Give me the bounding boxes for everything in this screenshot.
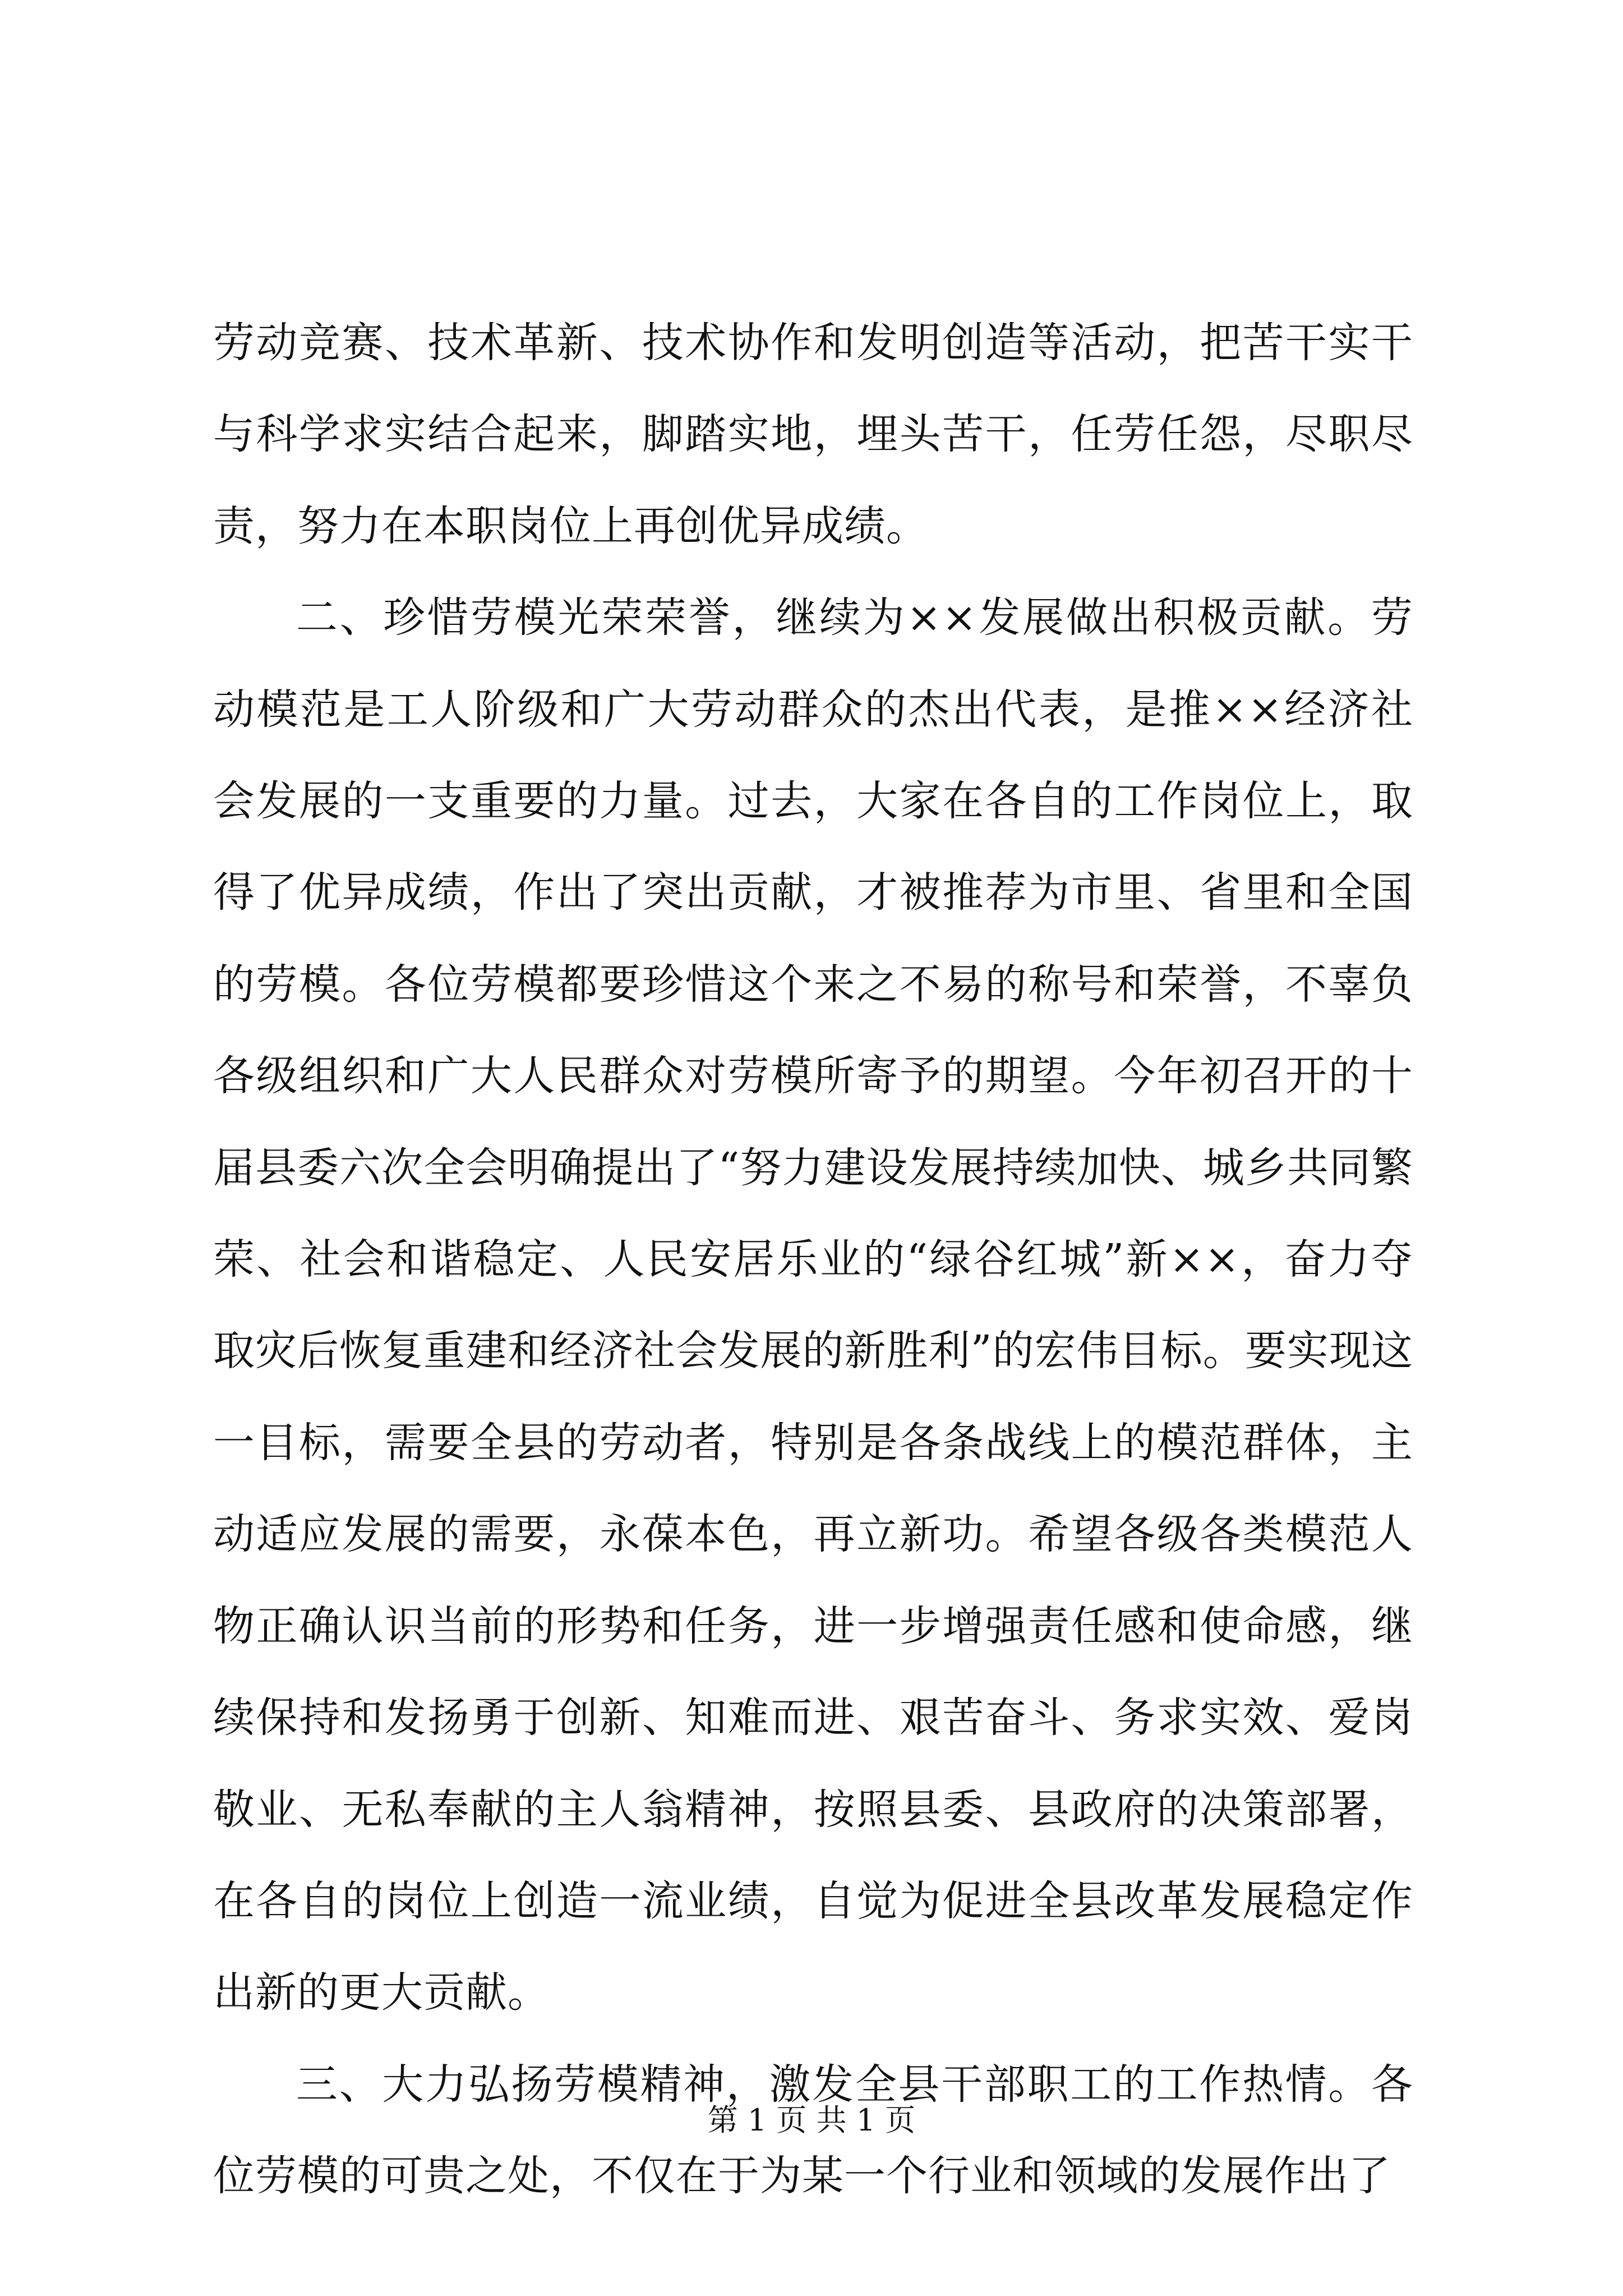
page-number-footer: 第 1 页 共 1 页 — [707, 2102, 916, 2138]
paragraph-section-three: 三、大力弘扬劳模精神，激发全县干部职工的工作热情。各位劳模的可贵之处，不仅在于为某一个行业和领域的发展作出了 — [213, 2060, 1413, 2201]
paragraph-continuation: 劳动竞赛、技术革新、技术协作和发明创造等活动，把苦干实干与科学求实结合起来，脚踏实地，埋头苦干，任劳任怨，尽职尽责，努力在本职岗位上再创优异成绩。 — [213, 319, 1413, 550]
paragraph-section-two: 二、珍惜劳模光荣荣誉，继续为××发展做出积极贡献。劳动模范是工人阶级和广大劳动群众的杰出代表，是推××经济社会发展的一支重要的力量。过去，大家在各自的工作岗位上，取得了优异成绩，作出了突出贡献，才被推荐为市里、省里和全国的劳模。各位劳模都要珍惜这个来之不易的称号和荣誉，不辜负各级组织和广大人民群众对劳模所寄予的期望。今年初召开的十届县委六次全会明确提出了“努力建设发展持续加快、城乡共同繁荣、社会和谐稳定、人民安居乐业的“绿谷红城”新××，奋力夺取灾后恢复重建和经济社会发展的新胜利”的宏伟目标。要实现这一目标，需要全县的劳动者，特别是各条战线上的模范群体，主动适应发展的需要，永葆本色，再立新功。希望各级各类模范人物正确认识当前的形势和任务，进一步增强责任感和使命感，继续保持和发扬勇于创新、知难而进、艰苦奋斗、务求实效、爱岗敬业、无私奉献的主人翁精神，按照县委、县政府的决策部署，在各自的岗位上创造一流业绩，自觉为促进全县改革发展稳定作出新的更大贡献。 — [213, 593, 1413, 2017]
document-body — [213, 297, 1413, 2223]
